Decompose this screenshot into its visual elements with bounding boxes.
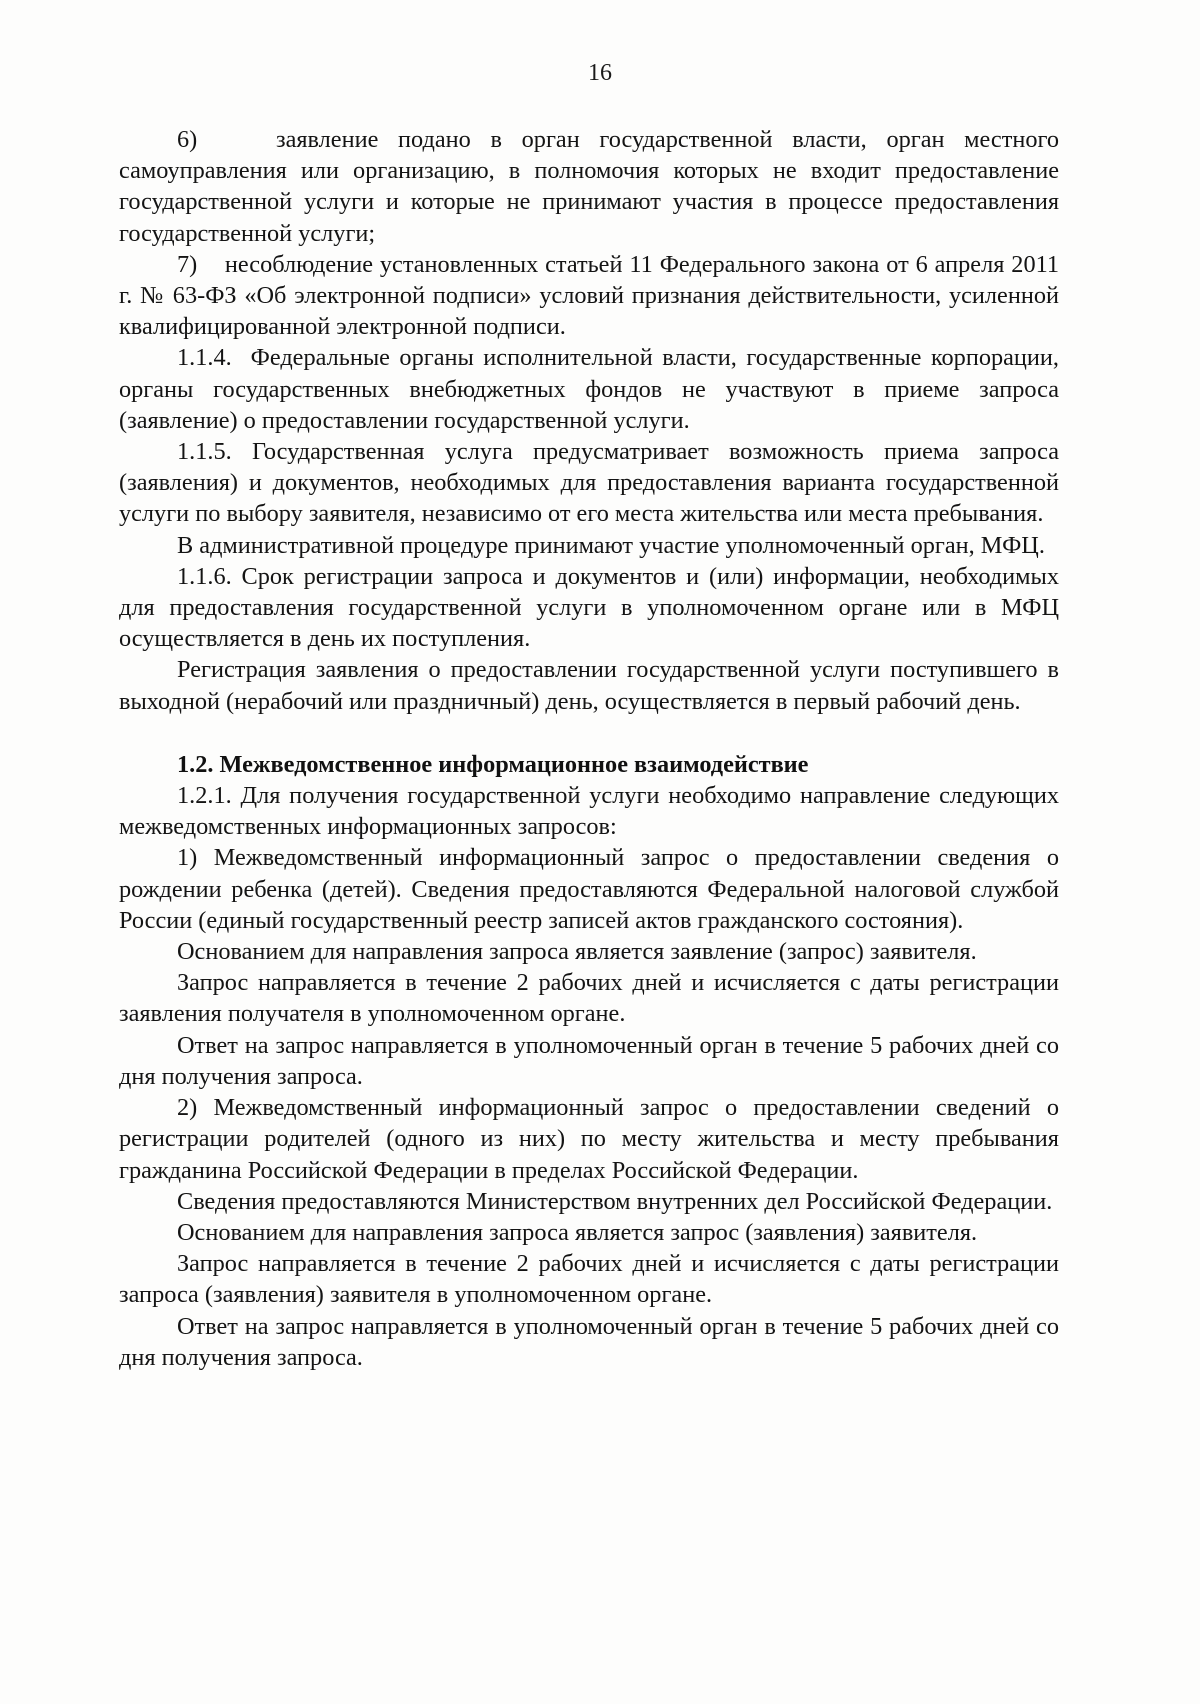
- paragraph-timing-1: Запрос направляется в течение 2 рабочих дней и исчисляется с даты регистрации заявления получателя в уполномоченном органе.: [119, 969, 1059, 1028]
- paragraph-1-2-1: 1.2.1. Для получения государственной услуги необходимо направление следующих межведомственных информационных запросов:: [119, 782, 1059, 841]
- paragraph-timing-2: Запрос направляется в течение 2 рабочих дней и исчисляется с даты регистрации запроса (заявления) заявителя в уполномоченном органе.: [119, 1250, 1059, 1309]
- document-body: [119, 124, 1059, 1373]
- paragraph-1-1-5: 1.1.5. Государственная услуга предусматривает возможность приема запроса (заявления) и документов, необходимых для предоставления варианта государственной услуги по выбору заявителя, независимо от его места жительства или места пребывания.: [119, 438, 1059, 528]
- page-number: 16: [588, 60, 612, 86]
- paragraph-item-6: 6) заявление подано в орган государственной власти, орган местного самоуправления или организацию, в полномочия которых не входит предоставление государственной услуги и которые не принимают участия в процессе предоставления государственной услуги;: [119, 126, 1059, 247]
- paragraph-request-1: 1) Межведомственный информационный запрос о предоставлении сведения о рождении ребенка (детей). Сведения предоставляются Федеральной налоговой службой России (единый государственный реестр записей актов гражданского состояния).: [119, 844, 1059, 934]
- paragraph-request-2: 2) Межведомственный информационный запрос о предоставлении сведений о регистрации родителей (одного из них) по месту жительства и месту пребывания гражданина Российской Федерации в пределах Российской Федерации.: [119, 1094, 1059, 1184]
- paragraph-registration: Регистрация заявления о предоставлении государственной услуги поступившего в выходной (нерабочий или праздничный) день, осуществляется в первый рабочий день.: [119, 656, 1059, 715]
- paragraph-response-2: Ответ на запрос направляется в уполномоченный орган в течение 5 рабочих дней со дня получения запроса.: [119, 1312, 1059, 1371]
- paragraph-provider-2: Сведения предоставляются Министерством внутренних дел Российской Федерации.: [177, 1187, 1053, 1215]
- paragraph-1-1-4: 1.1.4. Федеральные органы исполнительной власти, государственные корпорации, органы государственных внебюджетных фондов не участвуют в приеме запроса (заявление) о предоставлении государственной услуги.: [119, 344, 1059, 434]
- paragraph-response-1: Ответ на запрос направляется в уполномоченный орган в течение 5 рабочих дней со дня получения запроса.: [119, 1031, 1059, 1090]
- section-gap: [119, 717, 1059, 749]
- paragraph-1-1-6: 1.1.6. Срок регистрации запроса и документов и (или) информации, необходимых для предоставления государственной услуги в уполномоченном органе или в МФЦ осуществляется в день их поступления.: [119, 562, 1059, 653]
- section-heading: 1.2. Межведомственное информационное взаимодействие: [177, 750, 809, 778]
- paragraph-item-7: 7) несоблюдение установленных статьей 11 Федерального закона от 6 апреля 2011 г. № 63-ФЗ «Об электронной подписи» условий признания действительности, усиленной квалифицированной электронной подписи.: [119, 250, 1059, 341]
- paragraph-admin-procedure: В административной процедуре принимают участие уполномоченный орган, МФЦ.: [177, 531, 1045, 559]
- paragraph-basis-1: Основанием для направления запроса является заявление (запрос) заявителя.: [177, 938, 977, 966]
- paragraph-basis-2: Основанием для направления запроса является запрос (заявления) заявителя.: [177, 1218, 978, 1246]
